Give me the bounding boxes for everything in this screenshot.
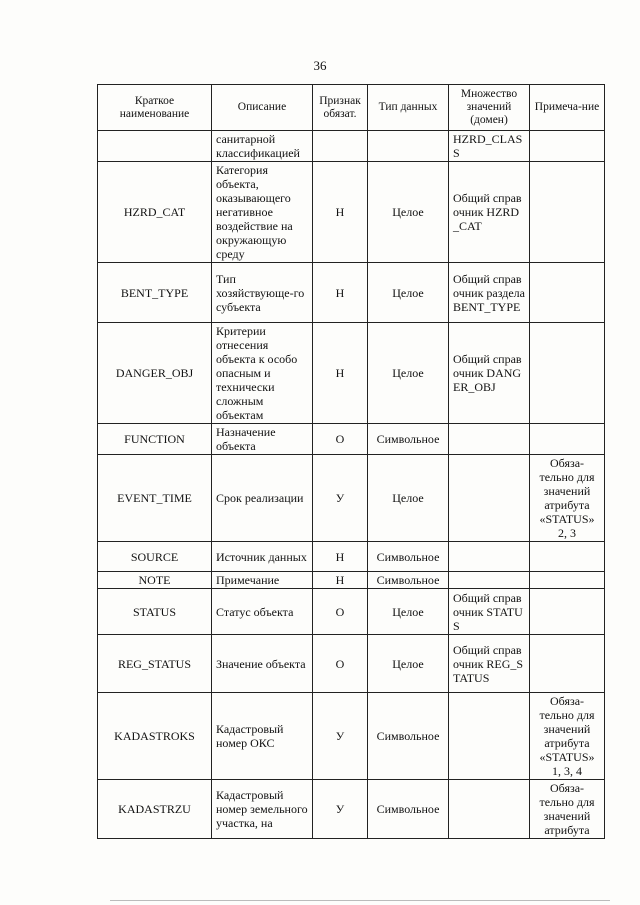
cell-required: У [313,455,368,542]
table-row [98,693,605,780]
cell-note: Обяза-тельно для значений атрибута «STATUS» 2, 3 [530,455,605,542]
cell-note: Обяза-тельно для значений атрибута «STATUS» 1, 3, 4 [530,693,605,780]
cell-type: Целое [368,455,449,542]
cell-name: KADASTROKS [98,693,212,780]
cell-type: Целое [368,162,449,263]
table-row [98,323,605,424]
cell-note [530,131,605,162]
page-bottom-edge [110,900,610,901]
cell-required: О [313,424,368,455]
table-row [98,780,605,839]
cell-name: REG_STATUS [98,635,212,693]
cell-required: О [313,589,368,635]
table-row [98,131,605,162]
cell-name: BENT_TYPE [98,263,212,323]
cell-required: Н [313,323,368,424]
cell-type: Целое [368,323,449,424]
cell-description: Срок реализации [212,455,313,542]
cell-domain: HZRD_CLASS [449,131,530,162]
cell-name: KADASTRZU [98,780,212,839]
cell-note [530,162,605,263]
cell-name: DANGER_OBJ [98,323,212,424]
table-row [98,589,605,635]
cell-required: О [313,635,368,693]
cell-domain [449,780,530,839]
cell-domain [449,693,530,780]
cell-note [530,572,605,589]
cell-note [530,424,605,455]
cell-domain [449,572,530,589]
table-row [98,263,605,323]
cell-description: Кадастровый номер земельного участка, на [212,780,313,839]
cell-type: Символьное [368,693,449,780]
cell-type: Целое [368,589,449,635]
cell-type: Целое [368,263,449,323]
table-row [98,424,605,455]
cell-required: У [313,693,368,780]
cell-note: Обяза-тельно для значений атрибута [530,780,605,839]
cell-description: Статус объекта [212,589,313,635]
cell-name: HZRD_CAT [98,162,212,263]
cell-type: Символьное [368,542,449,572]
cell-type [368,131,449,162]
cell-required: Н [313,263,368,323]
cell-required: У [313,780,368,839]
header-note: Примеча-ние [530,85,605,131]
cell-domain: Общий справочник REG_STATUS [449,635,530,693]
cell-domain [449,455,530,542]
cell-name [98,131,212,162]
cell-type: Символьное [368,424,449,455]
cell-note [530,542,605,572]
cell-description: санитарной классификацией [212,131,313,162]
cell-name: EVENT_TIME [98,455,212,542]
header-description: Описание [212,85,313,131]
cell-name: NOTE [98,572,212,589]
cell-name: SOURCE [98,542,212,572]
cell-name: FUNCTION [98,424,212,455]
cell-note [530,635,605,693]
table-row [98,455,605,542]
cell-domain: Общий справочник HZRD_CAT [449,162,530,263]
cell-required: Н [313,542,368,572]
cell-required [313,131,368,162]
cell-domain: Общий справочник STATUS [449,589,530,635]
cell-note [530,323,605,424]
cell-description: Значение объекта [212,635,313,693]
table-row [98,542,605,572]
cell-description: Кадастровый номер ОКС [212,693,313,780]
cell-description: Тип хозяйствующе-го субъекта [212,263,313,323]
attribute-table [97,84,605,839]
cell-note [530,589,605,635]
header-required: Признак обязат. [313,85,368,131]
header-row [98,85,605,131]
cell-required: Н [313,572,368,589]
header-data-type: Тип данных [368,85,449,131]
cell-domain: Общий справочник DANGER_OBJ [449,323,530,424]
cell-type: Символьное [368,572,449,589]
cell-description: Критерии отнесения объекта к особо опасным и технически сложным объектам [212,323,313,424]
cell-domain [449,542,530,572]
cell-description: Примечание [212,572,313,589]
cell-type: Символьное [368,780,449,839]
cell-description: Источник данных [212,542,313,572]
cell-description: Категория объекта, оказывающего негативное воздействие на окружающую среду [212,162,313,263]
cell-description: Назначение объекта [212,424,313,455]
cell-domain [449,424,530,455]
cell-note [530,263,605,323]
cell-domain: Общий справочник раздела BENT_TYPE [449,263,530,323]
header-domain: Множество значений (домен) [449,85,530,131]
cell-name: STATUS [98,589,212,635]
table-row [98,635,605,693]
cell-required: Н [313,162,368,263]
page-number: 36 [313,58,327,73]
table-row [98,572,605,589]
header-short-name: Краткое наименование [98,85,212,131]
table-row [98,162,605,263]
cell-type: Целое [368,635,449,693]
